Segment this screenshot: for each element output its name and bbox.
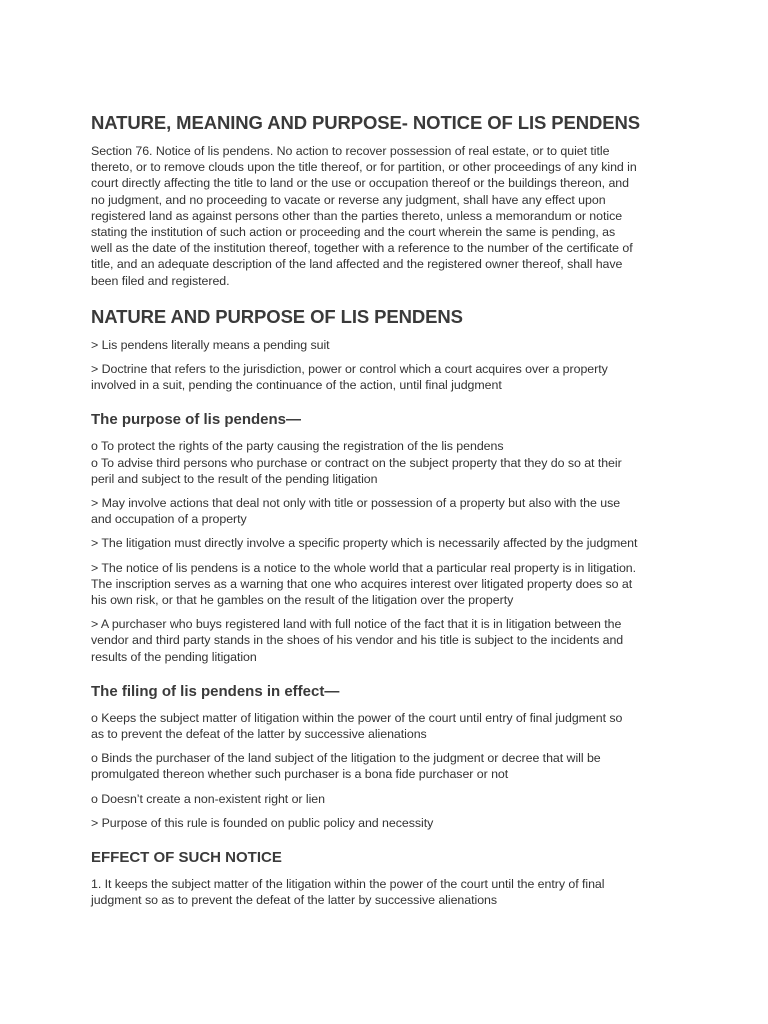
text-line: and occupation of a property [91,512,247,527]
text-line: o Keeps the subject matter of litigation within the power of the court until entry of final judgment so [91,710,623,725]
text-line: been filed and registered. [91,273,230,288]
heading-purpose-of-lis-pendens: The purpose of lis pendens— [91,411,302,429]
text-line: > Purpose of this rule is founded on public policy and necessity [91,815,434,830]
paragraph-no-new-right [91,791,691,807]
text-line: involved in a suit, pending the continuance of the action, until final judgment [91,378,502,393]
text-line: promulgated thereon whether such purchaser is a bona fide purchaser or not [91,767,509,782]
document-page [91,112,691,909]
paragraph-purchaser-full-notice [91,616,691,665]
text-line: > The notice of lis pendens is a notice to the whole world that a particular real property is in litigation. [91,560,637,575]
text-line: o To protect the rights of the party causing the registration of the lis pendens [91,439,504,454]
paragraph-keeps-subject-matter [91,710,691,742]
text-line: o Doesn’t create a non-existent right or lien [91,791,325,806]
text-line: his own risk, or that he gambles on the result of the litigation over the property [91,593,514,608]
text-line: peril and subject to the result of the pending litigation [91,471,378,486]
paragraph-lis-pendens-meaning [91,337,691,353]
paragraph-actions-involved [91,495,691,527]
paragraph-public-policy [91,815,691,831]
paragraph-doctrine [91,361,691,393]
text-line: thereto, or to remove clouds upon the title thereof, or for partition, or other proceedings of any kind in [91,160,637,175]
paragraph-litigation-specific [91,535,691,551]
text-line: court directly affecting the title to land or the use or occupation thereof or the buildings thereon, and [91,176,629,191]
text-line: > May involve actions that deal not only with title or possession of a property but also with the use [91,496,621,511]
text-line: results of the pending litigation [91,649,257,664]
heading-effect-of-notice: EFFECT OF SUCH NOTICE [91,849,282,867]
paragraph-binds-purchaser [91,750,691,782]
text-line: registered land as against persons other than the parties thereto, unless a memorandum or notice [91,208,623,223]
paragraph-section-76 [91,143,691,289]
text-line: as to prevent the defeat of the latter by successive alienations [91,727,427,742]
heading-nature-and-purpose: NATURE AND PURPOSE OF LIS PENDENS [91,305,463,327]
heading-filing-in-effect: The filing of lis pendens in effect— [91,682,340,700]
text-line: 1. It keeps the subject matter of the litigation within the power of the court until the entry of final [91,877,605,892]
text-line: judgment so as to prevent the defeat of the latter by successive alienations [91,893,498,908]
text-line: title, and an adequate description of the land affected and the registered owner thereof, shall have [91,257,623,272]
text-line: no judgment, and no proceeding to vacate or reverse any judgment, shall have any effect upon [91,192,606,207]
text-line: vendor and third party stands in the shoes of his vendor and his title is subject to the incidents and [91,633,624,648]
text-line: stating the institution of such action or proceeding and the court wherein the same is pending, as [91,225,616,240]
text-line: o To advise third persons who purchase or contract on the subject property that they do so at their [91,455,622,470]
text-line: The inscription serves as a warning that one who acquires interest over litigated property does so at [91,576,633,591]
text-line: > A purchaser who buys registered land with full notice of the fact that it is in litigation between the [91,617,622,632]
heading-nature-meaning-purpose: NATURE, MEANING AND PURPOSE- NOTICE OF LIS PENDENS [91,112,641,133]
paragraph-notice-to-world [91,560,691,609]
text-line: > Lis pendens literally means a pending suit [91,337,330,352]
text-line: > Doctrine that refers to the jurisdiction, power or control which a court acquires over a property [91,362,608,377]
paragraph-purpose-items [91,438,691,487]
text-line: o Binds the purchaser of the land subject of the litigation to the judgment or decree that will be [91,751,601,766]
paragraph-effect-1 [91,876,691,908]
text-line: well as the date of the institution thereof, together with a reference to the number of the certificate of [91,241,633,256]
text-line: > The litigation must directly involve a specific property which is necessarily affected by the judgment [91,536,638,551]
text-line: Section 76. Notice of lis pendens. No action to recover possession of real estate, or to quiet title [91,144,610,158]
